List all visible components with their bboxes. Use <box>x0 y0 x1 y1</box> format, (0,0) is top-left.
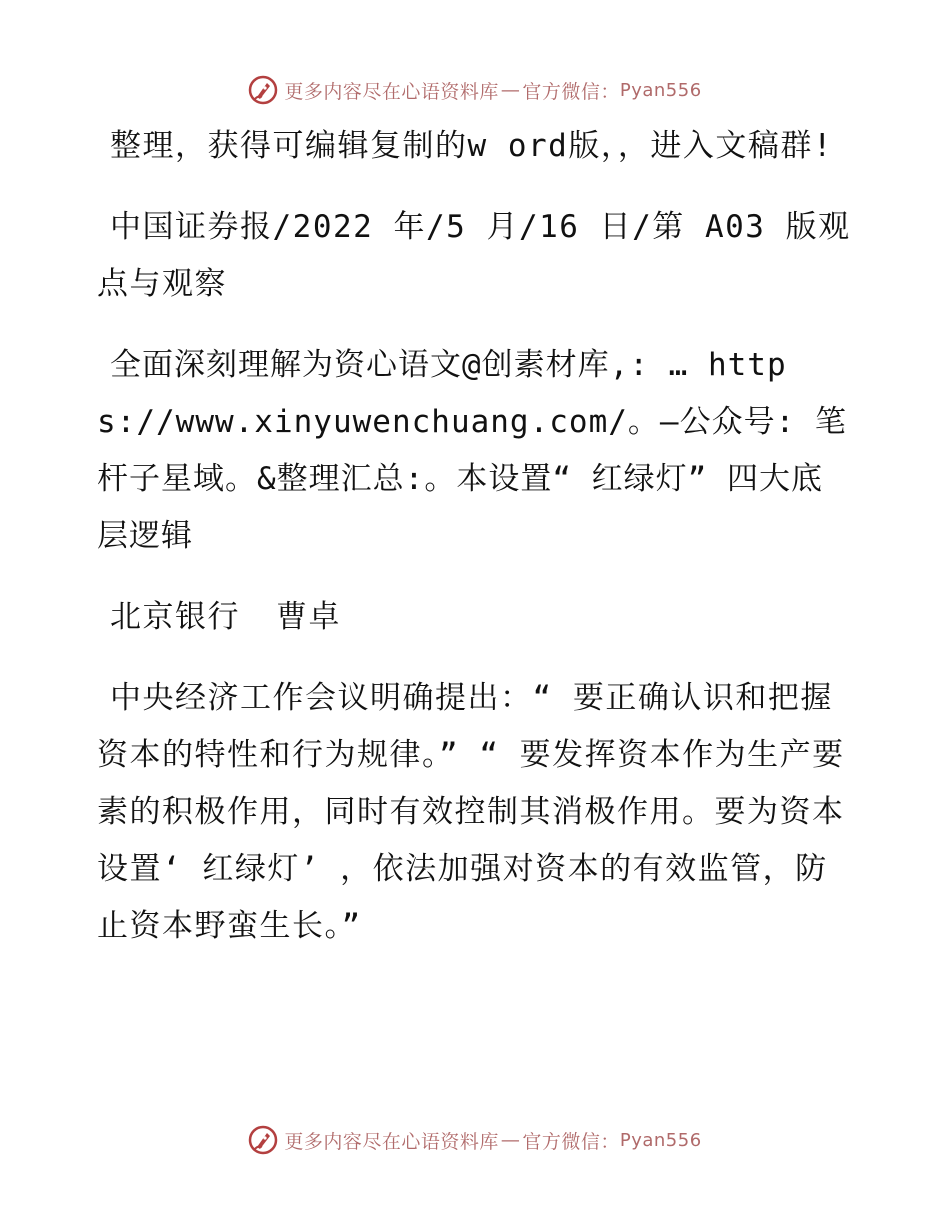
author-name: 曹卓 <box>276 599 341 635</box>
watermark-wechat-id: Pyan556 <box>619 79 702 101</box>
watermark-text: 更多内容尽在心语资料库 <box>284 1130 499 1153</box>
watermark-label: 官方微信： <box>522 1130 620 1153</box>
document-body <box>97 118 852 979</box>
pen-nib-logo-icon <box>248 75 278 105</box>
intro-paragraph: 整理，获得可编辑复制的w ord版，，进入文稿群! <box>110 128 833 164</box>
title-paragraph: 全面深刻理解为资心语文@创素材库,: … https://www.xinyuwenchuang.com/。—公众号: 笔杆子星域。&整理汇总:。本设置“ 红绿灯” 四大底层逻辑 <box>97 347 847 554</box>
watermark-separator: — <box>500 79 521 101</box>
author-organization: 北京银行 <box>110 599 240 635</box>
source-paragraph: 中国证券报/2022 年/5 月/16 日/第 A03 版观点与观察 <box>97 209 851 302</box>
watermark-text: 更多内容尽在心语资料库 <box>284 80 499 103</box>
body-paragraph: 中央经济工作会议明确提出：“ 要正确认识和把握资本的特性和行为规律。” “ 要发挥资本作为生产要素的积极作用，同时有效控制其消极作用。要为资本设置‘ 红绿灯’ ，依法加强对资本的有效监管，防止资本野蛮生长。” <box>97 680 845 944</box>
watermark-separator: — <box>500 1129 521 1151</box>
pen-nib-logo-icon <box>248 1125 278 1155</box>
author-line <box>97 589 852 646</box>
watermark-wechat-id: Pyan556 <box>619 1129 702 1151</box>
footer-watermark <box>0 1120 950 1160</box>
header-watermark <box>0 70 950 110</box>
watermark-label: 官方微信： <box>522 80 620 103</box>
